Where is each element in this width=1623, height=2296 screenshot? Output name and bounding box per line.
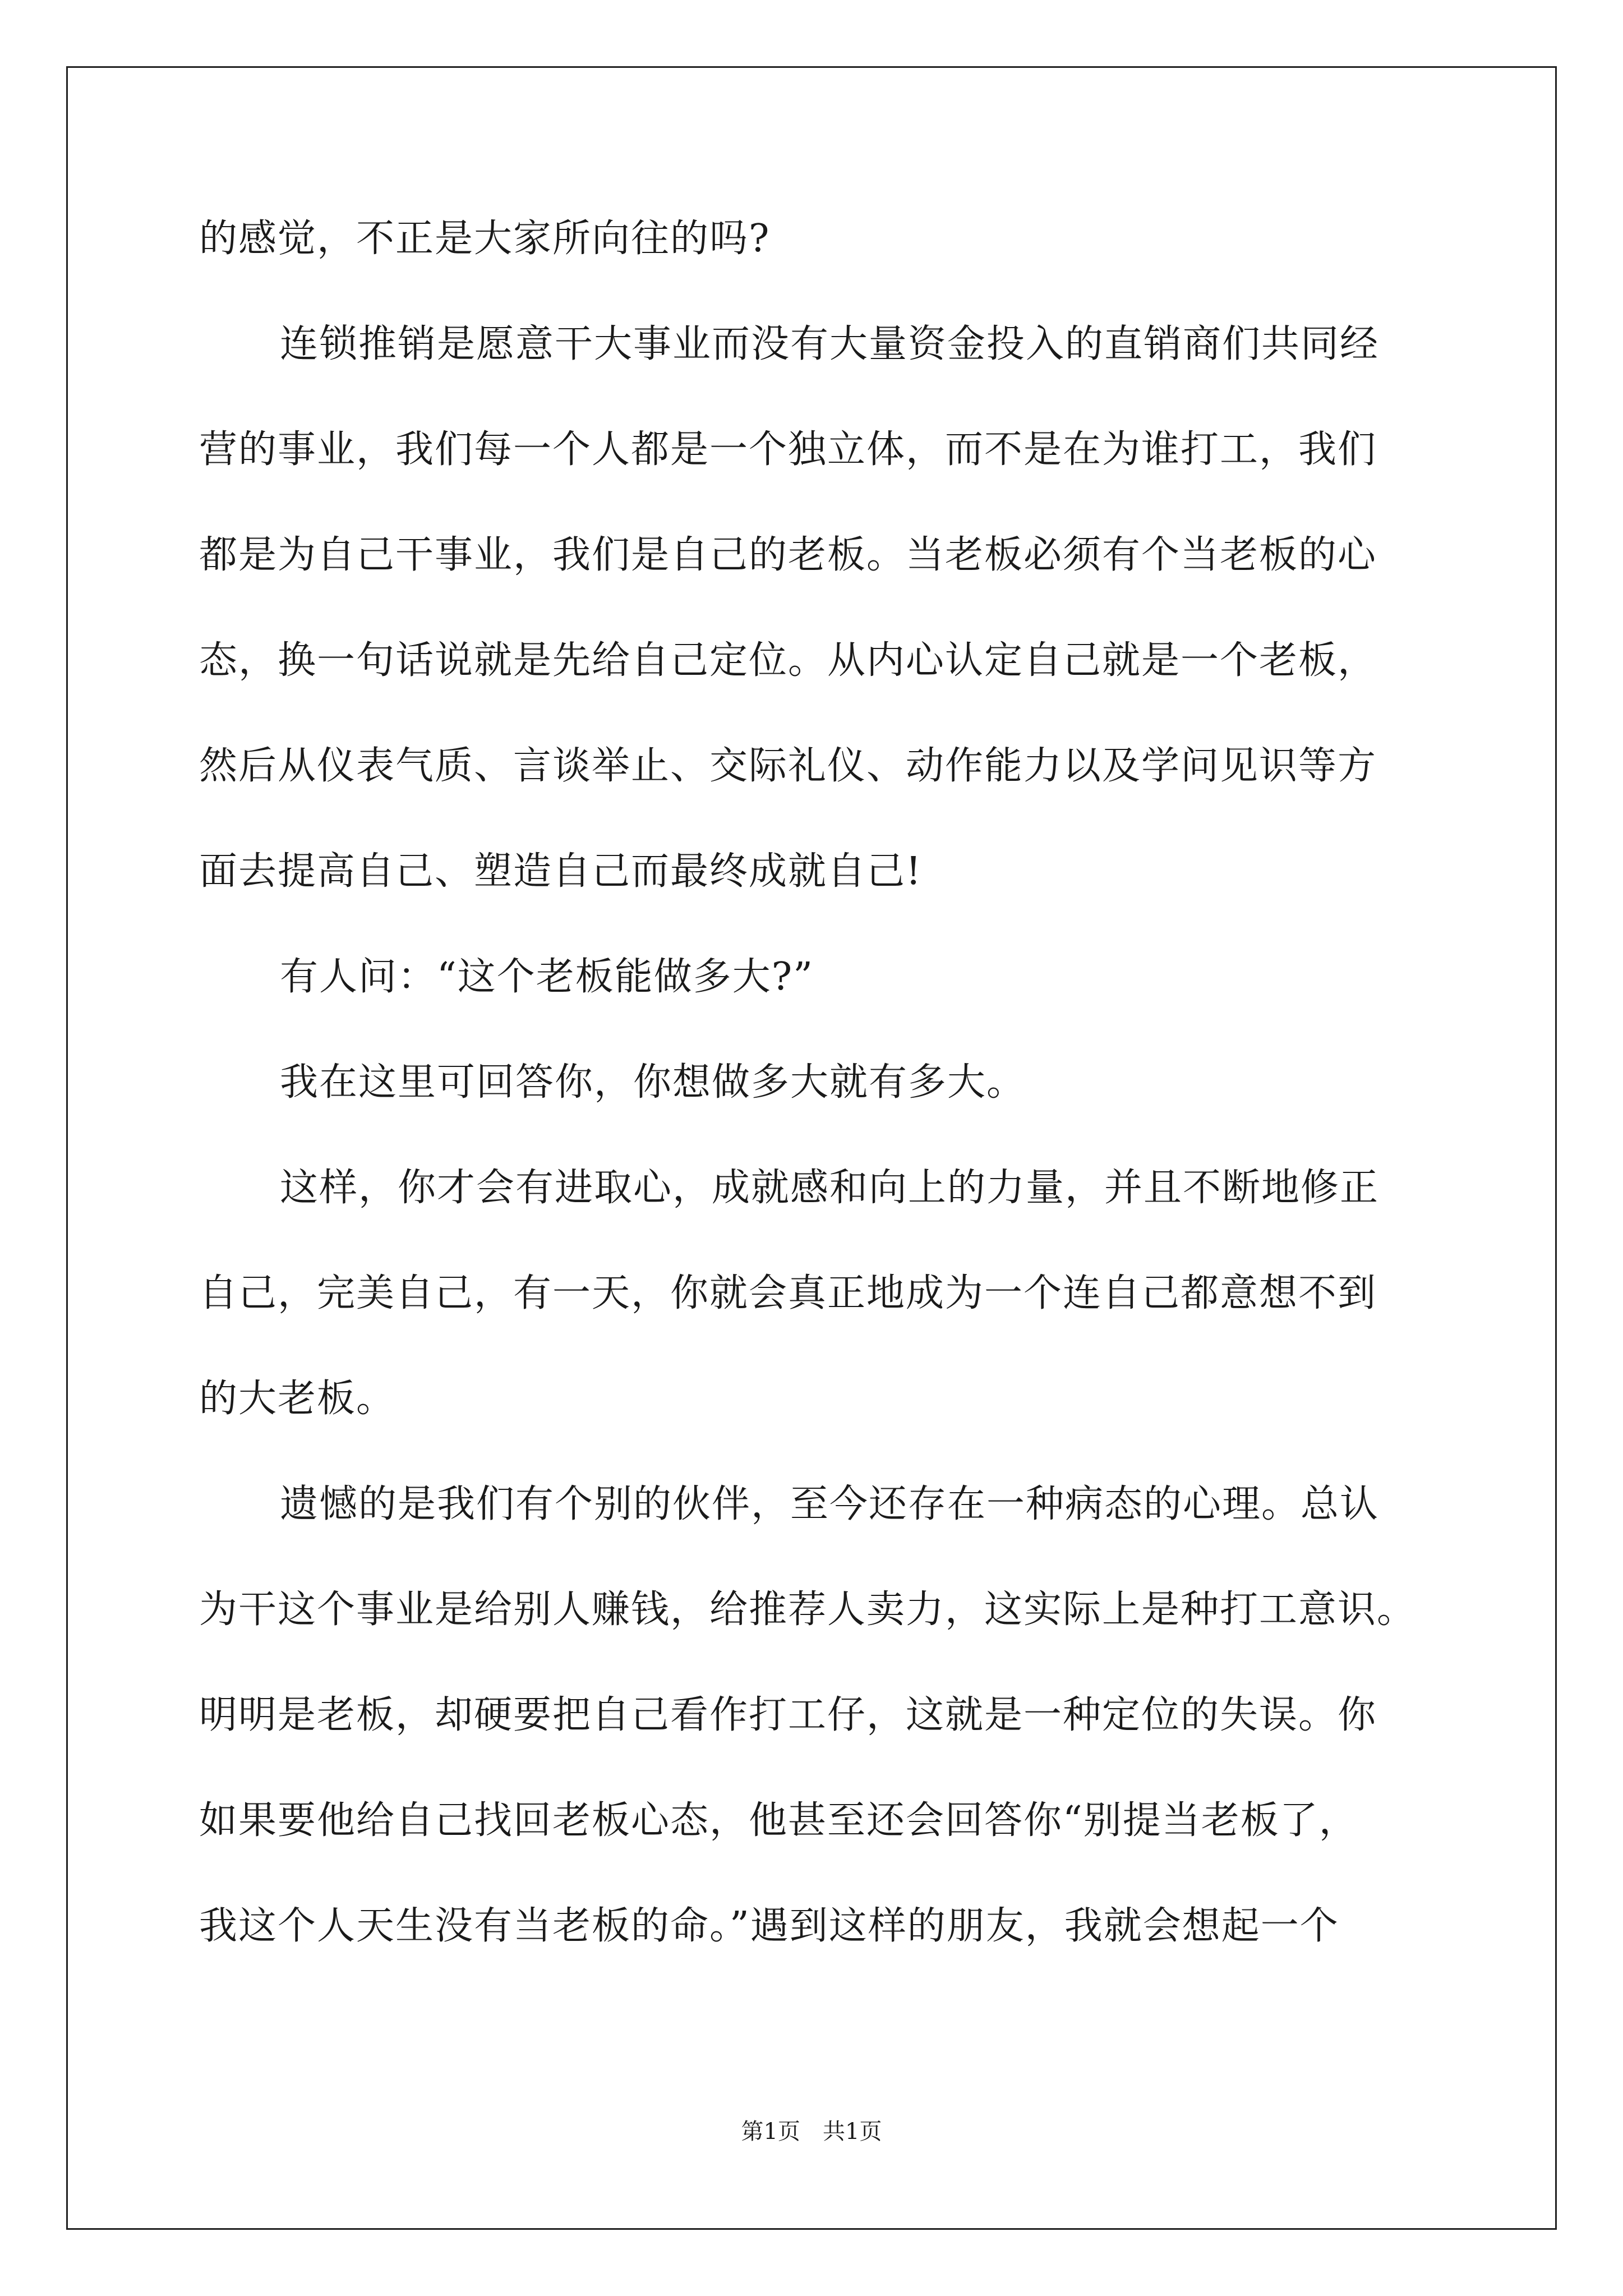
text-line: 明明是老板，却硬要把自己看作打工仔，这就是一种定位的失误。你 bbox=[199, 1693, 1377, 1737]
text-line: 的感觉，不正是大家所向往的吗? bbox=[199, 217, 771, 261]
text-line: 连锁推销是愿意干大事业而没有大量资金投入的直销商们共同经 bbox=[280, 322, 1380, 366]
text-line: 面去提高自己、塑造自己而最终成就自己! bbox=[199, 849, 923, 894]
text-line: 遗憾的是我们有个别的伙伴，至今还存在一种病态的心理。总认 bbox=[280, 1482, 1380, 1526]
page-number-footer: 第1页 共1页 bbox=[741, 2119, 882, 2145]
text-line: 的大老板。 bbox=[199, 1377, 396, 1421]
text-line: 自己，完美自己，有一天，你就会真正地成为一个连自己都意想不到 bbox=[199, 1271, 1377, 1315]
text-line: 然后从仪表气质、言谈举止、交际礼仪、动作能力以及学问见识等方 bbox=[199, 744, 1377, 788]
text-line: 为干这个事业是给别人赚钱，给推荐人卖力，这实际上是种打工意识。 bbox=[199, 1588, 1417, 1632]
text-line: 态，换一句话说就是先给自己定位。从内心认定自己就是一个老板， bbox=[199, 638, 1377, 683]
text-line: 我这个人天生没有当老板的命。”遇到这样的朋友，我就会想起一个 bbox=[199, 1904, 1339, 1948]
text-line: 营的事业，我们每一个人都是一个独立体，而不是在为谁打工，我们 bbox=[199, 427, 1377, 472]
text-line: 我在这里可回答你，你想做多大就有多大。 bbox=[280, 1060, 1026, 1105]
text-line: 有人问：“这个老板能做多大?” bbox=[280, 955, 814, 999]
text-line: 都是为自己干事业，我们是自己的老板。当老板必须有个当老板的心 bbox=[199, 533, 1377, 577]
text-line: 如果要他给自己找回老板心态，他甚至还会回答你“别提当老板了， bbox=[199, 1798, 1358, 1843]
text-line: 这样，你才会有进取心，成就感和向上的力量，并且不断地修正 bbox=[280, 1166, 1380, 1210]
document-body bbox=[199, 213, 1433, 2006]
